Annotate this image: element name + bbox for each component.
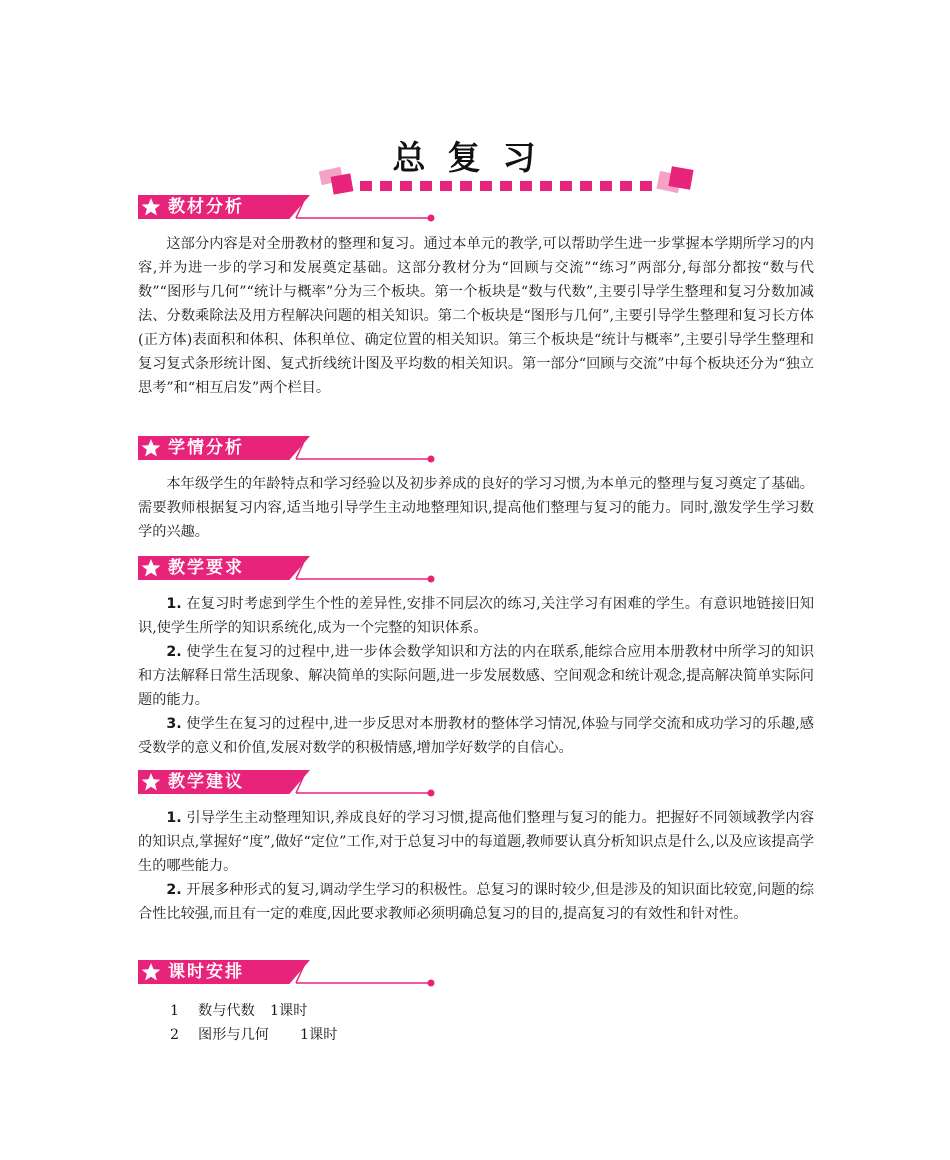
- schedule-hours: 1课时: [270, 1003, 308, 1019]
- section-title: 学情分析: [168, 438, 244, 458]
- requirement-item-2: 2. 使学生在复习的过程中,进一步体会数学知识和方法的内在联系,能综合应用本册教材中所学习的知识和方法解释日常生活现象、解决简单的实际问题,进一步发展数感、空间观念和统计观念,提高解决简单实际问题的能力。: [138, 644, 815, 708]
- schedule-row: [170, 999, 307, 1023]
- section-header-situation: [138, 436, 438, 466]
- star-icon: [141, 772, 161, 792]
- schedule-topic: 图形与几何: [198, 1027, 269, 1043]
- section-title: 教学建议: [168, 772, 244, 792]
- section-header-suggestions: [138, 770, 438, 800]
- star-icon: [141, 558, 161, 578]
- requirement-item-3: 3. 使学生在复习的过程中,进一步反思对本册教材的整体学习情况,体验与同学交流和成功学习的乐趣,感受数学的意义和价值,发展对数学的积极情感,增加学好数学的自信心。: [138, 716, 814, 756]
- schedule-hours: 1课时: [300, 1027, 338, 1043]
- schedule-number: 1: [170, 1003, 180, 1019]
- section-underline-decoration: [288, 556, 438, 586]
- section-underline-decoration: [288, 436, 438, 466]
- section-title: 课时安排: [168, 962, 244, 982]
- section-underline-decoration: [288, 770, 438, 800]
- section-header-analysis: [138, 195, 438, 225]
- star-icon: [141, 438, 161, 458]
- suggestion-item-1: 1. 引导学生主动整理知识,养成良好的学习习惯,提高他们整理与复习的能力。把握好不同领域教学内容的知识点,掌握好“度”,做好“定位”工作,对于总复习中的每道题,教师要认真分析知识点是什么,以及应该提高学生的哪些能力。: [138, 810, 815, 874]
- schedule-number: 2: [170, 1027, 180, 1043]
- schedule-topic: 数与代数: [198, 1003, 255, 1019]
- schedule-row: [170, 1023, 337, 1047]
- section-underline-decoration: [288, 195, 438, 225]
- page-title: 总复习: [392, 138, 558, 177]
- section-header-requirements: [138, 556, 438, 586]
- suggestion-item-2: 2. 开展多种形式的复习,调动学生学习的积极性。总复习的课时较少,但是涉及的知识面比较宽,问题的综合性比较强,而且有一定的难度,因此要求教师必须明确总复习的目的,提高复习的有效性和针对性。: [138, 882, 814, 922]
- section-underline-decoration: [288, 960, 438, 990]
- star-icon: [141, 962, 161, 982]
- section-title: 教材分析: [168, 197, 244, 217]
- title-ribbon-decoration: [318, 165, 698, 199]
- section-header-schedule: [138, 960, 438, 990]
- section-title: 教学要求: [168, 558, 244, 578]
- situation-paragraph: 本年级学生的年龄特点和学习经验以及初步养成的良好的学习习惯,为本单元的整理与复习奠定了基础。需要教师根据复习内容,适当地引导学生主动地整理知识,提高他们整理与复习的能力。同时,激发学生学习数学的兴趣。: [138, 476, 814, 540]
- requirement-item-1: 1. 在复习时考虑到学生个性的差异性,安排不同层次的练习,关注学习有困难的学生。有意识地链接旧知识,使学生所学的知识系统化,成为一个完整的知识体系。: [138, 596, 815, 636]
- analysis-paragraph: 这部分内容是对全册教材的整理和复习。通过本单元的教学,可以帮助学生进一步掌握本学期所学习的内容,并为进一步的学习和发展奠定基础。这部分教材分为“回顾与交流”“练习”两部分,每部分都按“数与代数”“图形与几何”“统计与概率”分为三个板块。第一个板块是“数与代数”,主要引导学生整理和复习分数加减法、分数乘除法及用方程解决问题的相关知识。第二个板块是“图形与几何”,主要引导学生整理和复习长方体(正方体)表面积和体积、体积单位、确定位置的相关知识。第三个板块是“统计与概率”,主要引导学生整理和复习复式条形统计图、复式折线统计图及平均数的相关知识。第一部分“回顾与交流”中每个板块还分为“独立思考”和“相互启发”两个栏目。: [138, 236, 814, 396]
- star-icon: [141, 197, 161, 217]
